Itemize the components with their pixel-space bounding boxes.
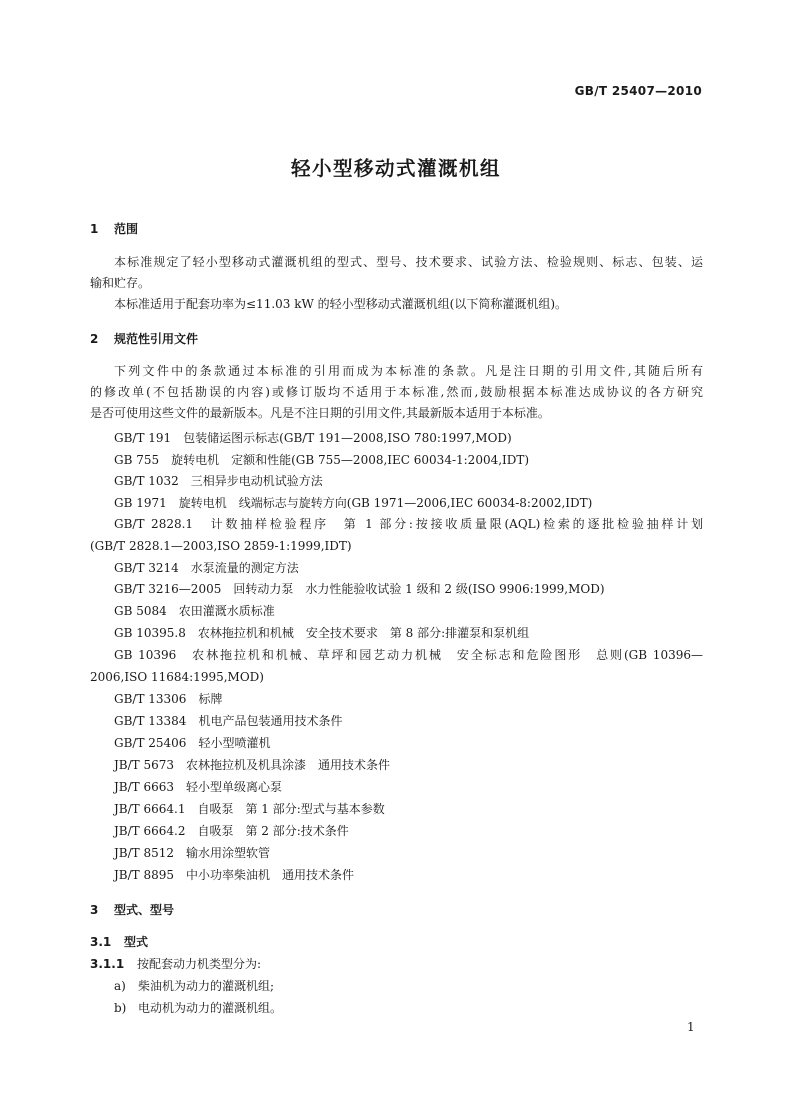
scope-paragraph-2: 本标准适用于配套功率为≤11.03 kW 的轻小型移动式灌溉机组(以下简称灌溉机组)。 — [114, 297, 568, 311]
reference-item: GB/T 25406 轻小型喷灌机 — [114, 736, 271, 750]
standard-code: GB/T 25407—2010 — [574, 84, 702, 98]
reference-item: GB 755 旋转电机 定额和性能(GB 755—2008,IEC 60034-1:2004,IDT) — [114, 453, 530, 467]
reference-item-continuation: 2006,ISO 11684:1995,MOD) — [90, 670, 264, 684]
scope-paragraph-1-line-2: 输和贮存。 — [90, 276, 151, 290]
references-intro-line-3: 是否可使用这些文件的最新版本。凡是不注日期的引用文件,其最新版本适用于本标准。 — [90, 406, 550, 420]
section-1-title: 范围 — [114, 222, 139, 236]
reference-item: GB 5084 农田灌溉水质标准 — [114, 604, 275, 618]
list-item-b — [114, 1000, 282, 1016]
reference-item: JB/T 5673 农林拖拉机及机具涂漆 通用技术条件 — [114, 758, 391, 772]
reference-item-continuation: (GB/T 2828.1—2003,ISO 2859-1:1999,IDT) — [90, 539, 352, 553]
subsection-3-1-heading — [90, 934, 148, 950]
list-item-a — [114, 978, 274, 994]
reference-item: JB/T 6664.2 自吸泵 第 2 部分:技术条件 — [114, 824, 349, 838]
reference-item: GB/T 1032 三相异步电动机试验方法 — [114, 474, 323, 488]
section-1-number: 1 — [90, 222, 99, 236]
reference-item: GB/T 13306 标牌 — [114, 692, 223, 706]
page-number: 1 — [687, 1020, 695, 1034]
clause-3-1-1-text: 按配套动力机类型分为: — [137, 957, 262, 971]
list-item-b-text: 电动机为动力的灌溉机组。 — [138, 1001, 283, 1015]
references-intro-line-1: 下列文件中的条款通过本标准的引用而成为本标准的条款。凡是注日期的引用文件,其随后所有 — [114, 364, 703, 378]
reference-item: JB/T 8512 输水用涂塑软管 — [114, 846, 271, 860]
section-3-number: 3 — [90, 903, 99, 917]
clause-3-1-1 — [90, 956, 261, 972]
reference-item: JB/T 8895 中小功率柴油机 通用技术条件 — [114, 868, 355, 882]
section-2-number: 2 — [90, 332, 99, 346]
references-intro-line-2: 的修改单(不包括勘误的内容)或修订版均不适用于本标准,然而,鼓励根据本标准达成协议的各方研究 — [90, 385, 703, 399]
reference-item: JB/T 6663 轻小型单级离心泵 — [114, 780, 283, 794]
reference-item: GB 10395.8 农林拖拉机和机械 安全技术要求 第 8 部分:排灌泵和泵机组 — [114, 626, 530, 640]
clause-3-1-1-number: 3.1.1 — [90, 957, 125, 971]
scope-paragraph-1-line-1: 本标准规定了轻小型移动式灌溉机组的型式、型号、技术要求、试验方法、检验规则、标志、包装、运 — [114, 255, 703, 269]
reference-item: GB 1971 旋转电机 线端标志与旋转方向(GB 1971—2006,IEC 60034-8:2002,IDT) — [114, 496, 593, 510]
reference-item: GB 10396 农林拖拉机和机械、草坪和园艺动力机械 安全标志和危险图形 总则(GB 10396— — [114, 648, 703, 662]
document-title: 轻小型移动式灌溉机组 — [290, 157, 501, 180]
list-item-b-label: b) — [114, 1001, 127, 1015]
reference-item: GB/T 13384 机电产品包装通用技术条件 — [114, 714, 343, 728]
section-2-heading — [90, 331, 198, 347]
reference-item: GB/T 3216—2005 回转动力泵 水力性能验收试验 1 级和 2 级(ISO 9906:1999,MOD) — [114, 582, 605, 596]
reference-item: JB/T 6664.1 自吸泵 第 1 部分:型式与基本参数 — [114, 802, 385, 816]
list-item-a-label: a) — [114, 979, 126, 993]
list-item-a-text: 柴油机为动力的灌溉机组; — [138, 979, 275, 993]
reference-item: GB/T 191 包装储运图示标志(GB/T 191—2008,ISO 780:1997,MOD) — [114, 431, 512, 445]
section-3-heading — [90, 902, 174, 918]
subsection-3-1-title: 型式 — [124, 935, 149, 949]
section-2-title: 规范性引用文件 — [114, 332, 199, 346]
section-3-title: 型式、型号 — [114, 903, 175, 917]
reference-item: GB/T 3214 水泵流量的测定方法 — [114, 561, 299, 575]
section-1-heading — [90, 221, 138, 237]
reference-item: GB/T 2828.1 计数抽样检验程序 第 1 部分:按接收质量限(AQL)检索的逐批检验抽样计划 — [114, 517, 703, 531]
subsection-3-1-number: 3.1 — [90, 935, 112, 949]
